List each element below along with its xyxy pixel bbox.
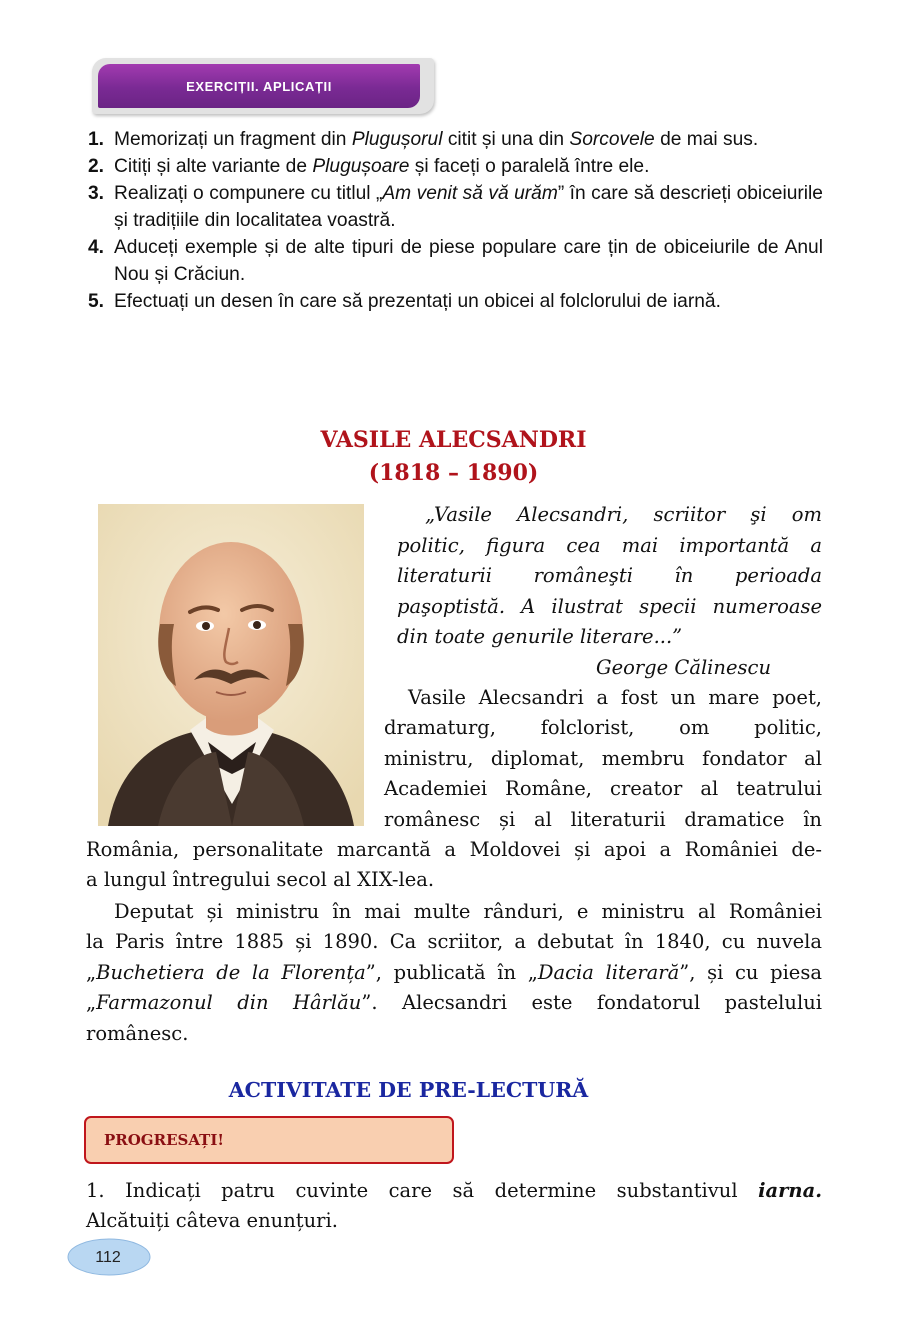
- page-number-bubble: [66, 1235, 152, 1277]
- work-title: Plugușorul: [351, 129, 443, 150]
- exercise-item: 1. Memorizați un fragment din Plugușorul citit și una din Sorcovele de mai sus.: [88, 126, 823, 153]
- exercise-number: 4.: [88, 237, 105, 258]
- portrait-illustration: [98, 504, 364, 826]
- exercise-number: 3.: [88, 183, 105, 204]
- author-heading: [0, 424, 907, 490]
- bio-paragraph: [384, 683, 822, 835]
- quote-block: [397, 500, 822, 653]
- banner-title: EXERCIȚII. APLICAȚII: [98, 64, 420, 108]
- page-bubble-shape: [66, 1235, 152, 1277]
- task-line: Alcătuiți câteva enunțuri.: [86, 1209, 338, 1233]
- work-title: Am venit să vă urăm: [382, 183, 558, 204]
- paragraph-line: „Farmazonul din Hârlău”. Alecsandri este fondatorul pastelului: [86, 991, 822, 1015]
- task-paragraph: [86, 1176, 822, 1237]
- exercise-number: 5.: [88, 291, 105, 312]
- exercise-item: 5. Efectuați un desen în care să prezentați un obicei al folclorului de iarnă.: [88, 288, 823, 315]
- page-number: 112: [95, 1249, 121, 1266]
- quote-line: paşoptistă. A ilustrat specii numeroase: [397, 594, 822, 618]
- bio-line: ministru, diplomat, membru fondator al: [384, 746, 822, 770]
- exercise-number: 1.: [88, 129, 105, 150]
- paragraph-line: românesc.: [86, 1021, 189, 1045]
- paragraph-line: „Buchetiera de la Florența”, publicată în „Dacia literară”, și cu piesa: [86, 960, 822, 984]
- paragraph-line: Deputat și ministru în mai multe rânduri, e ministru al României: [114, 900, 822, 923]
- author-years: (1818 – 1890): [368, 460, 539, 486]
- paragraph-line: la Paris între 1885 și 1890. Ca scriitor, a debutat în 1840, cu nuvela: [86, 930, 822, 954]
- author-portrait: [98, 504, 364, 826]
- bio-line: a lungul întregului secol al XIX-lea.: [86, 868, 435, 892]
- activity-heading: ACTIVITATE DE PRE-LECTURĂ: [228, 1078, 589, 1102]
- quote-line: „Vasile Alecsandri, scriitor şi om: [425, 503, 822, 526]
- exercise-item: 3. Realizați o compunere cu titlul „Am venit să vă urăm” în care să descrieți obiceiurile și tradițiile din localitatea voastră.: [88, 180, 823, 234]
- task-line: 1. Indicați patru cuvinte care să determine substantivul iarna.: [86, 1179, 822, 1202]
- section-banner: [92, 58, 434, 116]
- work-title: Buchetiera de la Florența: [96, 960, 366, 984]
- quote-author: George Călinescu: [596, 656, 772, 679]
- exercise-item: 4. Aduceți exemple și de alte tipuri de piese populare care țin de obiceiurile de Anul Nou și Crăciun.: [88, 234, 823, 288]
- bio-line: dramaturg, folclorist, om politic,: [384, 716, 822, 740]
- quote-line: din toate genurile literare...”: [397, 625, 683, 648]
- bio-line: românesc și al literaturii dramatice în: [384, 807, 822, 831]
- quote-line: politic, figura cea mai importantă a: [397, 533, 822, 557]
- exercise-item: 2. Citiți și alte variante de Plugușoare și faceți o paralelă între ele.: [88, 153, 823, 180]
- bio-line: Academiei Române, creator al teatrului: [384, 777, 822, 801]
- exercise-list: [88, 126, 823, 315]
- emphasized-word: iarna.: [758, 1179, 822, 1202]
- work-title: Dacia literară: [537, 960, 680, 984]
- bio-line: România, personalitate marcantă a Moldovei și apoi a României de-: [86, 838, 822, 861]
- exercise-number: 2.: [88, 156, 105, 177]
- quote-line: literaturii româneşti în perioada: [397, 564, 822, 587]
- bio-line: Vasile Alecsandri a fost un mare poet,: [408, 686, 822, 709]
- work-title: Sorcovele: [569, 129, 655, 150]
- progress-label: PROGRESAȚI!: [104, 1131, 224, 1149]
- work-title: Plugușoare: [312, 156, 410, 177]
- career-paragraph: [86, 897, 822, 1049]
- author-name: VASILE ALECSANDRI: [320, 427, 587, 453]
- bio-paragraph-continued: [86, 835, 822, 896]
- work-title: Farmazonul din Hârlău: [96, 991, 362, 1015]
- progress-box: [84, 1116, 454, 1164]
